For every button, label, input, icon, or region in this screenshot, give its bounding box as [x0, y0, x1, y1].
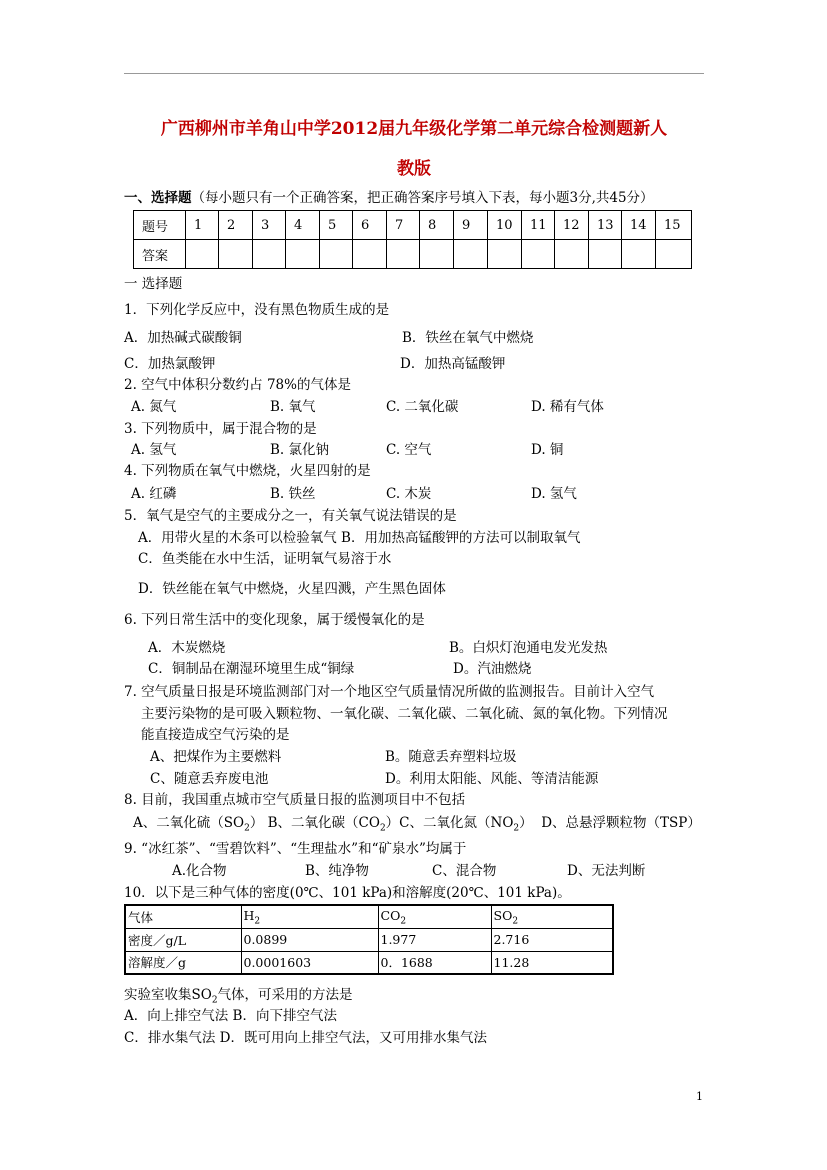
answer-number: 12 — [555, 211, 589, 240]
question-1-option-d: D．加热高锰酸钾 — [400, 356, 506, 372]
question-7-stem-cont: 能直接造成空气污染的是 — [141, 727, 290, 743]
gas-table-cell: 溶解度／g — [125, 951, 241, 974]
gas-table-cell: 0.0001603 — [241, 951, 378, 974]
question-4-stem: 4. 下列物质在氧气中燃烧，火星四射的是 — [124, 463, 371, 479]
question-8-option-a: A、二氧化硫$(SO_2)$ — [133, 815, 264, 834]
gas-table-cell: 0.0899 — [241, 928, 378, 951]
gas-table-cell: 11.28 — [491, 951, 613, 974]
answer-table-label: 答案 — [134, 240, 186, 269]
answer-number: 9 — [454, 211, 488, 240]
gas-table-header-cell: $SO_2$ — [491, 905, 613, 928]
question-2-option-b: B. 氧气 — [270, 399, 316, 415]
question-6-stem: 6. 下列日常生活中的变化现象，属于缓慢氧化的是 — [124, 612, 425, 628]
answer-cell[interactable] — [353, 240, 387, 269]
gas-table-cell: 密度／g/L — [125, 928, 241, 951]
answer-cell[interactable] — [420, 240, 454, 269]
question-3-option-a: A. 氢气 — [131, 442, 177, 458]
document-title: 广西柳州市羊角山中学2012届九年级化学第二单元综合检测题新人 — [160, 119, 668, 139]
answer-cell[interactable] — [656, 240, 692, 269]
answer-number: 11 — [522, 211, 555, 240]
gas-table-row-density — [125, 928, 613, 951]
answer-number: 5 — [320, 211, 353, 240]
section-note: （每小题只有一个正确答案，把正确答案序号填入下表，每小题3分,共45分） — [191, 190, 654, 206]
question-9-option-c: C、混合物 — [432, 863, 497, 879]
answer-cell[interactable] — [555, 240, 589, 269]
question-4-option-a: A. 红磷 — [131, 486, 177, 502]
question-10-stem: 10．以下是三种气体的密度(0℃、101 kPa)和溶解度(20℃、101 kPa)。 — [124, 885, 571, 901]
gas-table-cell: 1.977 — [378, 928, 491, 951]
answer-cell[interactable] — [622, 240, 656, 269]
question-7-stem: 7. 空气质量日报是环境监测部门对一个地区空气质量情况所做的监测报告。目前计入空气 — [124, 684, 655, 700]
answer-table-row-answers — [134, 240, 692, 269]
question-10-options-cd: C．排水集气法 D．既可用向上排空气法，又可用排水集气法 — [124, 1030, 487, 1046]
answer-number: 2 — [219, 211, 253, 240]
answer-number: 6 — [353, 211, 387, 240]
question-9-stem: 9. “冰红茶”、“雪碧饮料”、“生理盐水”和“矿泉水”均属于 — [124, 841, 467, 857]
answer-cell[interactable] — [253, 240, 286, 269]
question-2-option-a: A. 氮气 — [131, 399, 177, 415]
question-2-option-d: D. 稀有气体 — [531, 399, 604, 415]
question-1-option-b: B．铁丝在氧气中燃烧 — [402, 330, 534, 346]
question-10-prompt: 实验室收集$SO_2$气体，可采用的方法是 — [124, 987, 353, 1006]
question-9-option-d: D、无法判断 — [567, 863, 646, 879]
answer-number: 13 — [589, 211, 622, 240]
answer-number: 1 — [186, 211, 219, 240]
answer-cell[interactable] — [488, 240, 522, 269]
question-3-option-b: B. 氯化钠 — [270, 442, 330, 458]
header-rule — [124, 73, 704, 74]
question-8-stem: 8. 目前，我国重点城市空气质量日报的监测项目中不包括 — [124, 792, 466, 808]
question-4-option-d: D. 氢气 — [531, 486, 577, 502]
answer-number: 7 — [387, 211, 420, 240]
question-7-option-d: D。利用太阳能、风能、等清洁能源 — [385, 771, 599, 787]
question-8-option-d: D、总悬浮颗粒物（TSP） — [541, 815, 701, 831]
answer-cell[interactable] — [186, 240, 219, 269]
answer-number: 10 — [488, 211, 522, 240]
gas-table-cell: 2.716 — [491, 928, 613, 951]
answer-cell[interactable] — [589, 240, 622, 269]
question-1-option-a: A．加热碱式碳酸铜 — [124, 330, 242, 346]
gas-table-header-cell: 气体 — [125, 905, 241, 928]
question-1-stem: 1．下列化学反应中，没有黑色物质生成的是 — [124, 302, 390, 318]
question-7-stem-cont: 主要污染物的是可吸入颗粒物、一氧化碳、二氧化碳、二氧化硫、氮的氧化物。下列情况 — [141, 706, 668, 722]
gas-table-cell: 0．1688 — [378, 951, 491, 974]
question-3-option-d: D. 铜 — [531, 442, 564, 458]
answer-cell[interactable] — [522, 240, 555, 269]
question-8-option-c: C、二氧化氮$(NO_2)$ — [399, 815, 533, 834]
question-6-option-c: C．铜制品在潮湿环境里生成“铜绿 — [148, 661, 355, 677]
answer-number: 14 — [622, 211, 656, 240]
page-number: 1 — [696, 1090, 703, 1103]
question-6-option-b: B。白炽灯泡通电发光发热 — [449, 640, 608, 656]
answer-number: 15 — [656, 211, 692, 240]
answer-cell[interactable] — [320, 240, 353, 269]
question-3-option-c: C. 空气 — [386, 442, 432, 458]
question-7-option-a: A、把煤作为主要燃料 — [150, 749, 282, 765]
answer-number: 4 — [286, 211, 320, 240]
question-2-option-c: C. 二氧化碳 — [386, 399, 459, 415]
sub-heading: 一 选择题 — [124, 276, 183, 292]
answer-number: 8 — [420, 211, 454, 240]
question-4-option-b: B. 铁丝 — [270, 486, 316, 502]
question-9-option-a: A.化合物 — [172, 863, 227, 879]
question-7-option-c: C、随意丢弃废电池 — [150, 771, 269, 787]
gas-table-header-cell: $H_2$ — [241, 905, 378, 928]
document-title-cont: 教版 — [397, 159, 431, 179]
gas-properties-table — [124, 904, 614, 975]
answer-table-label: 题号 — [134, 211, 186, 240]
gas-table-header-cell: $CO_2$ — [378, 905, 491, 928]
question-6-option-a: A．木炭燃烧 — [148, 640, 226, 656]
question-2-stem: 2. 空气中体积分数约占 78%的气体是 — [124, 377, 351, 393]
answer-cell[interactable] — [286, 240, 320, 269]
question-5-options-ab: A．用带火星的木条可以检验氧气 B．用加热高锰酸钾的方法可以制取氧气 — [138, 530, 581, 546]
answer-table-row-numbers — [134, 211, 692, 240]
answer-number: 3 — [253, 211, 286, 240]
question-8-option-b: B、二氧化碳$(CO_2)$ — [267, 815, 400, 834]
answer-cell[interactable] — [219, 240, 253, 269]
section-heading — [124, 190, 654, 206]
question-5-stem: 5．氧气是空气的主要成分之一，有关氧气说法错误的是 — [124, 508, 457, 524]
gas-table-header — [125, 905, 613, 928]
question-8-options — [133, 815, 701, 837]
question-4-option-c: C. 木炭 — [386, 486, 432, 502]
question-9-option-b: B、纯净物 — [305, 863, 369, 879]
question-3-stem: 3. 下列物质中，属于混合物的是 — [124, 421, 317, 437]
answer-cell[interactable] — [454, 240, 488, 269]
section-label: 一、选择题 — [124, 190, 192, 206]
question-6-option-d: D。汽油燃烧 — [453, 661, 532, 677]
question-7-option-b: B。随意丢弃塑料垃圾 — [385, 749, 517, 765]
answer-table — [133, 210, 692, 269]
question-1-option-c: C．加热氯酸钾 — [124, 356, 216, 372]
question-5-option-c: C．鱼类能在水中生活，证明氧气易溶于水 — [138, 551, 392, 567]
answer-cell[interactable] — [387, 240, 420, 269]
question-5-option-d: D．铁丝能在氧气中燃烧，火星四溅，产生黑色固体 — [138, 581, 446, 597]
question-10-options-ab: A．向上排空气法 B．向下排空气法 — [124, 1008, 337, 1024]
gas-table-row-solubility — [125, 951, 613, 974]
